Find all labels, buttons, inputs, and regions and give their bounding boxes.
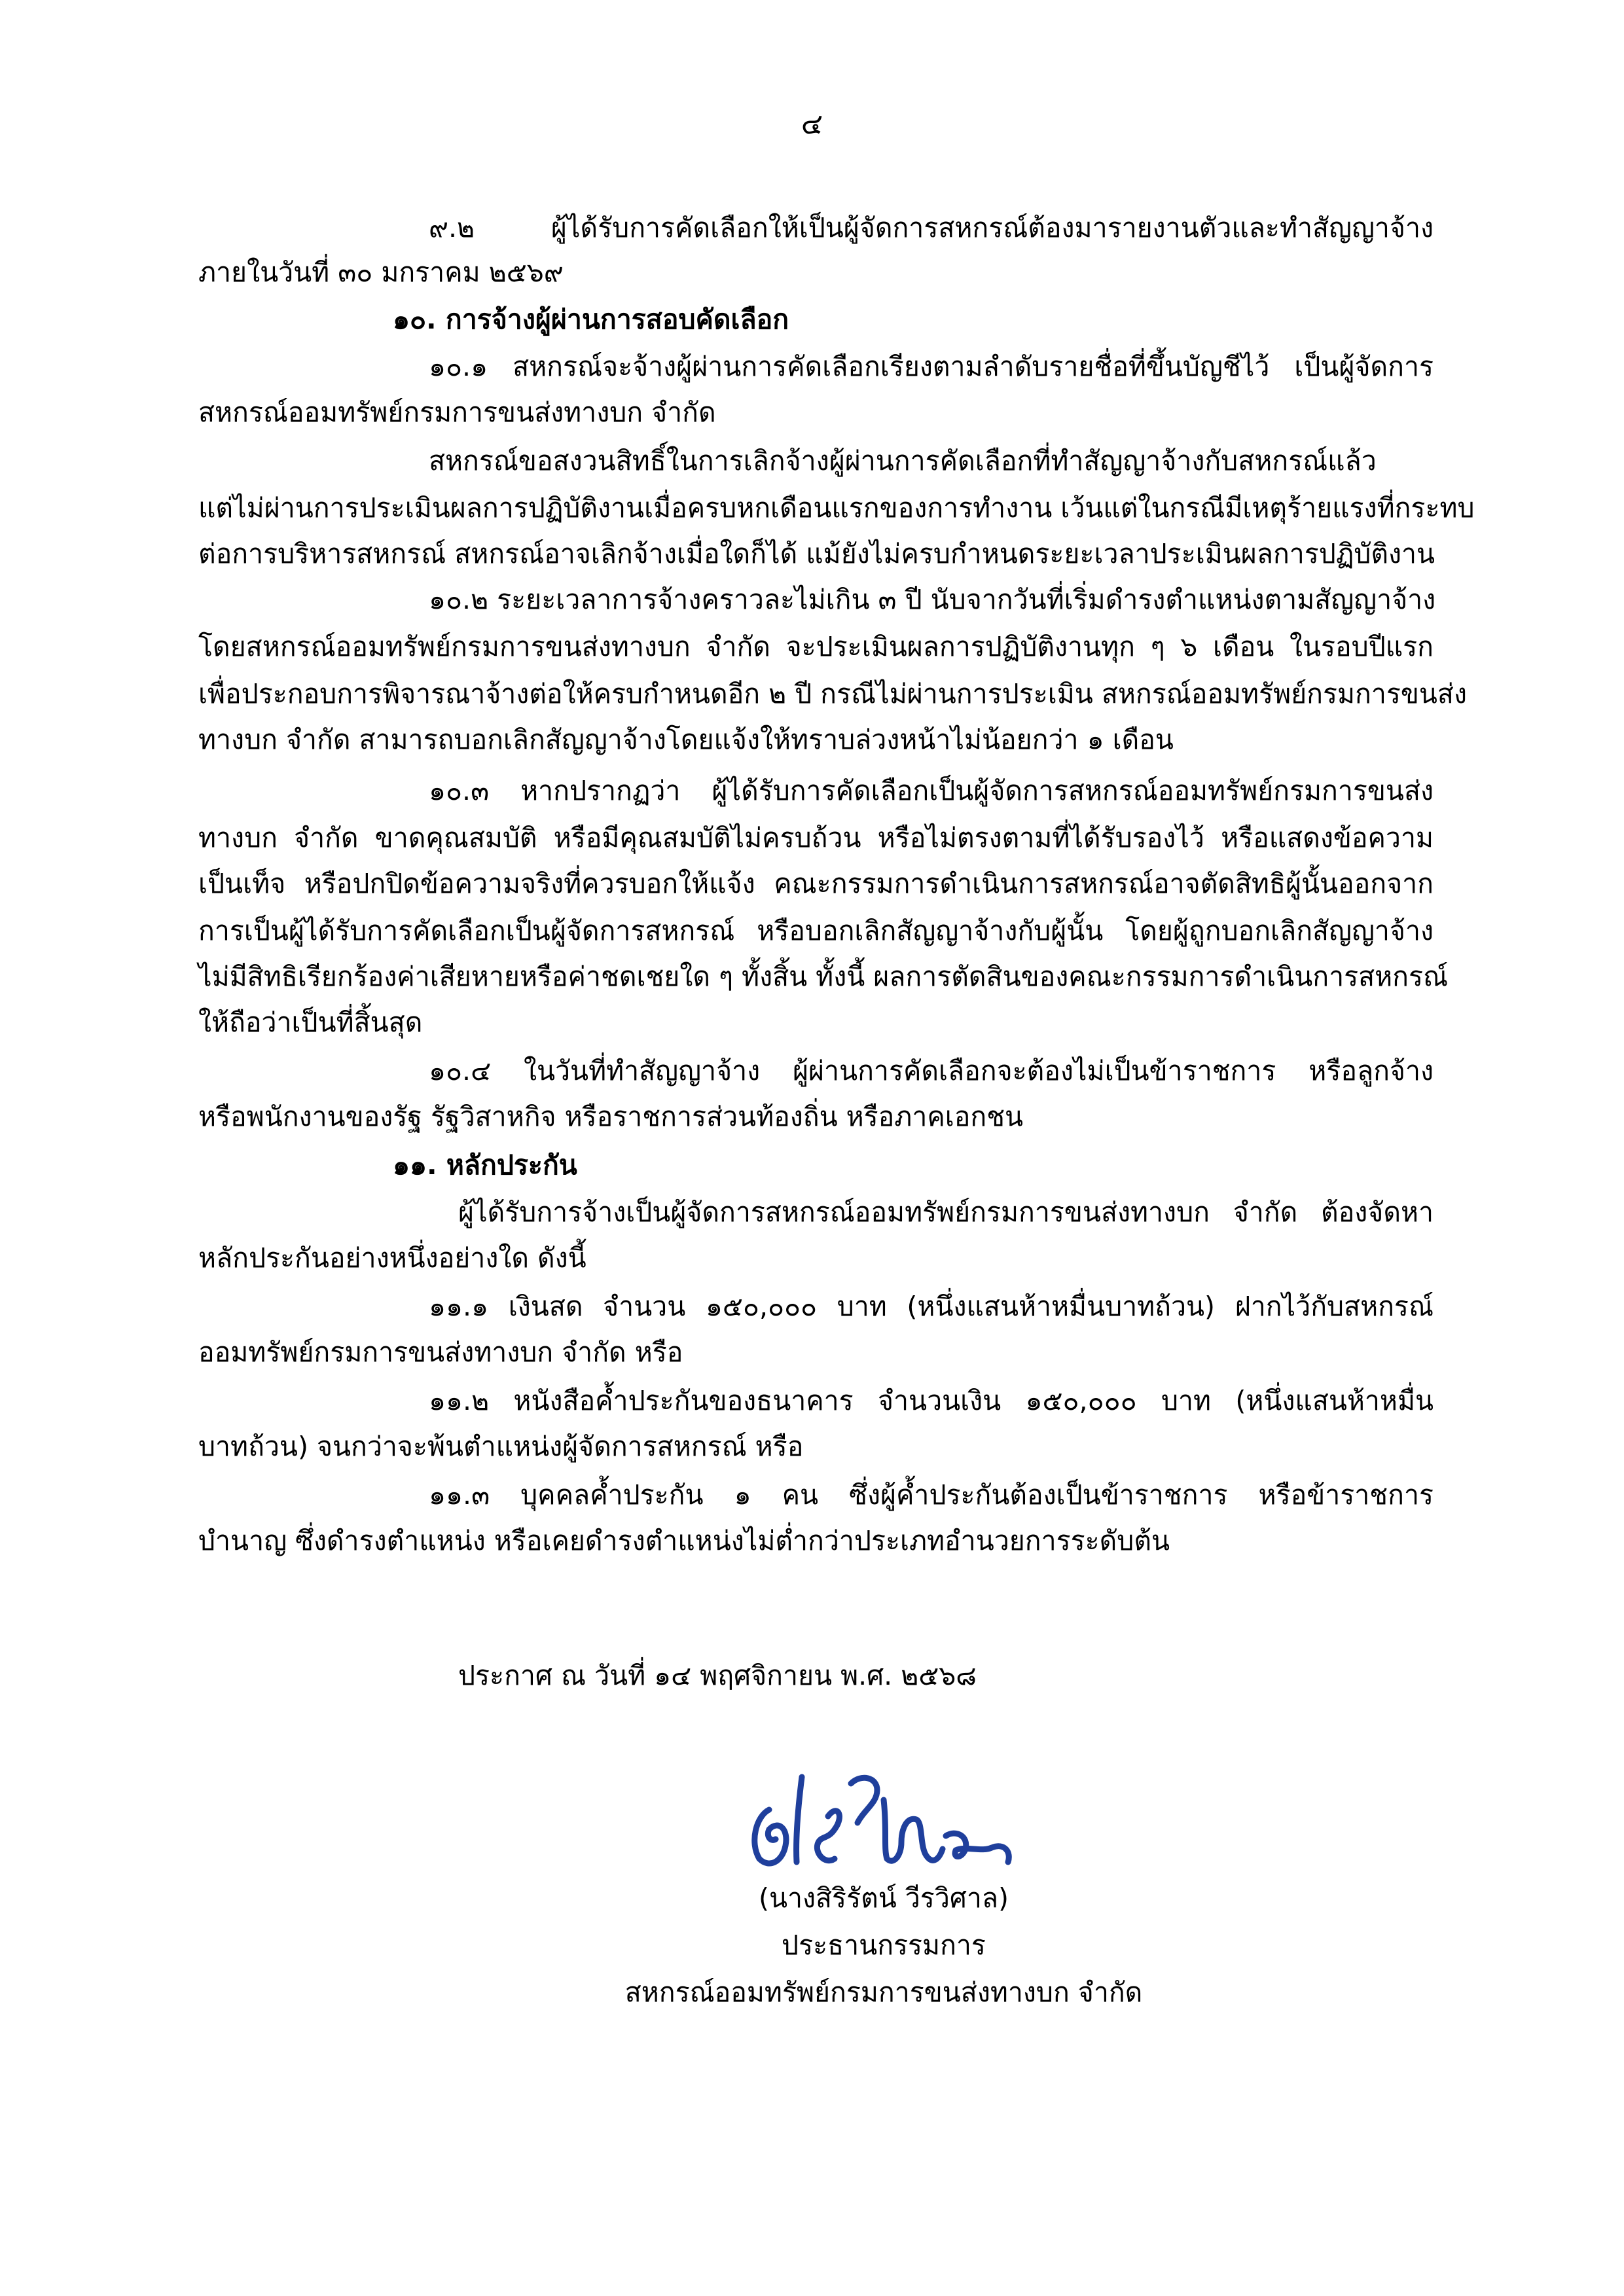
clause-10-3-line-2: ทางบก จำกัด ขาดคุณสมบัติ หรือมีคุณสมบัติไม่ครบถ้วน หรือไม่ตรงตามที่ได้รับรองไว้ หรือแสดงข้อความ xyxy=(198,822,1434,853)
clause-10-2-line-3: เพื่อประกอบการพิจารณาจ้างต่อให้ครบกำหนดอีก ๒ ปี กรณีไม่ผ่านการประเมิน สหกรณ์ออมทรัพย์กรมการขนส่ง xyxy=(198,678,1467,709)
clause-10-1-line-3: สหกรณ์ขอสงวนสิทธิ์ในการเลิกจ้างผู้ผ่านการคัดเลือกที่ทำสัญญาจ้างกับสหกรณ์แล้ว xyxy=(429,445,1377,476)
clause-11-2-line-1: ๑๑.๒ หนังสือค้ำประกันของธนาคาร จำนวนเงิน ๑๕๐,๐๐๐ บาท (หนึ่งแสนห้าหมื่น xyxy=(429,1385,1434,1416)
clause-11-1-line-1: ๑๑.๑ เงินสด จำนวน ๑๕๐,๐๐๐ บาท (หนึ่งแสนห้าหมื่นบาทถ้วน) ฝากไว้กับสหกรณ์ xyxy=(429,1291,1434,1322)
clause-10-1-line-4: แต่ไม่ผ่านการประเมินผลการปฏิบัติงานเมื่อครบหกเดือนแรกของการทำงาน เว้นแต่ในกรณีมีเหตุร้ายแรงที่กระทบ xyxy=(198,492,1475,524)
clause-11-3-line-2: บำนาญ ซึ่งดำรงตำแหน่ง หรือเคยดำรงตำแหน่งไม่ต่ำกว่าประเภทอำนวยการระดับต้น xyxy=(198,1525,1170,1556)
clause-10-3-line-5: ไม่มีสิทธิเรียกร้องค่าเสียหายหรือค่าชดเชยใด ๆ ทั้งสิ้น ทั้งนี้ ผลการตัดสินของคณะกรรมการดำเนินการสหกรณ์ xyxy=(198,961,1449,992)
clause-11-3-line-1: ๑๑.๓ บุคคลค้ำประกัน ๑ คน ซึ่งผู้ค้ำประกันต้องเป็นข้าราชการ หรือข้าราชการ xyxy=(429,1479,1434,1511)
clause-10-3-line-4: การเป็นผู้ได้รับการคัดเลือกเป็นผู้จัดการสหกรณ์ หรือบอกเลิกสัญญาจ้างกับผู้นั้น โดยผู้ถูกบอกเลิกสัญญาจ้าง xyxy=(198,915,1434,946)
clause-9-2-line-2: ภายในวันที่ ๓๐ มกราคม ๒๕๖๙ xyxy=(198,257,564,288)
signatory-organization: สหกรณ์ออมทรัพย์กรมการขนส่งทางบก จำกัด xyxy=(624,1977,1143,2008)
section-11-line-1: ผู้ได้รับการจ้างเป็นผู้จัดการสหกรณ์ออมทรัพย์กรมการขนส่งทางบก จำกัด ต้องจัดหา xyxy=(458,1196,1434,1228)
clause-10-3-line-3: เป็นเท็จ หรือปกปิดข้อความจริงที่ควรบอกให้แจ้ง คณะกรรมการดำเนินการสหกรณ์อาจตัดสิทธิผู้นั้นออกจาก xyxy=(198,868,1434,899)
clause-10-3-line-1: ๑๐.๓ หากปรากฏว่า ผู้ได้รับการคัดเลือกเป็นผู้จัดการสหกรณ์ออมทรัพย์กรมการขนส่ง xyxy=(429,775,1434,806)
clause-10-4-line-2: หรือพนักงานของรัฐ รัฐวิสาหกิจ หรือราชการส่วนท้องถิ่น หรือภาคเอกชน xyxy=(198,1101,1024,1132)
clause-10-2-line-4: ทางบก จำกัด สามารถบอกเลิกสัญญาจ้างโดยแจ้งให้ทราบล่วงหน้าไม่น้อยกว่า ๑ เดือน xyxy=(198,724,1174,755)
section-10-heading: ๑๐. การจ้างผู้ผ่านการสอบคัดเลือก xyxy=(393,304,789,335)
signatory-name: (นางสิริรัตน์ วีรวิศาล) xyxy=(758,1882,1009,1914)
section-11-heading: ๑๑. หลักประกัน xyxy=(393,1149,577,1181)
clause-10-2-line-1: ๑๐.๒ ระยะเวลาการจ้างคราวละไม่เกิน ๓ ปี นับจากวันที่เริ่มดำรงตำแหน่งตามสัญญาจ้าง xyxy=(429,584,1436,615)
signatory-position: ประธานกรรมการ xyxy=(782,1929,986,1961)
clause-10-1-line-2: สหกรณ์ออมทรัพย์กรมการขนส่งทางบก จำกัด xyxy=(198,397,716,428)
clause-10-4-line-1: ๑๐.๔ ในวันที่ทำสัญญาจ้าง ผู้ผ่านการคัดเลือกจะต้องไม่เป็นข้าราชการ หรือลูกจ้าง xyxy=(429,1055,1434,1086)
announcement-date: ประกาศ ณ วันที่ ๑๔ พฤศจิกายน พ.ศ. ๒๕๖๘ xyxy=(458,1660,977,1691)
clause-9-2-line-1: ๙.๒ ผู้ได้รับการคัดเลือกให้เป็นผู้จัดการสหกรณ์ต้องมารายงานตัวและทำสัญญาจ้าง xyxy=(429,212,1434,243)
section-11-line-2: หลักประกันอย่างหนึ่งอย่างใด ดังนี้ xyxy=(198,1242,586,1274)
clause-10-1-line-5: ต่อการบริหารสหกรณ์ สหกรณ์อาจเลิกจ้างเมื่อใดก็ได้ แม้ยังไม่ครบกำหนดระยะเวลาประเมินผลการปฏิบัติงาน xyxy=(198,538,1435,569)
clause-10-2-line-2: โดยสหกรณ์ออมทรัพย์กรมการขนส่งทางบก จำกัด จะประเมินผลการปฏิบัติงานทุก ๆ ๖ เดือน ในรอบปีแรก xyxy=(198,631,1434,662)
clause-11-2-line-2: บาทถ้วน) จนกว่าจะพ้นตำแหน่งผู้จัดการสหกรณ์ หรือ xyxy=(198,1431,804,1462)
signature-image xyxy=(730,1738,1038,1888)
clause-10-1-line-1: ๑๐.๑ สหกรณ์จะจ้างผู้ผ่านการคัดเลือกเรียงตามลำดับรายชื่อที่ขึ้นบัญชีไว้ เป็นผู้จัดการ xyxy=(429,351,1434,382)
clause-11-1-line-2: ออมทรัพย์กรมการขนส่งทางบก จำกัด หรือ xyxy=(198,1336,683,1368)
clause-10-3-line-6: ให้ถือว่าเป็นที่สิ้นสุด xyxy=(198,1007,423,1038)
page-number: ๔ xyxy=(801,107,823,141)
